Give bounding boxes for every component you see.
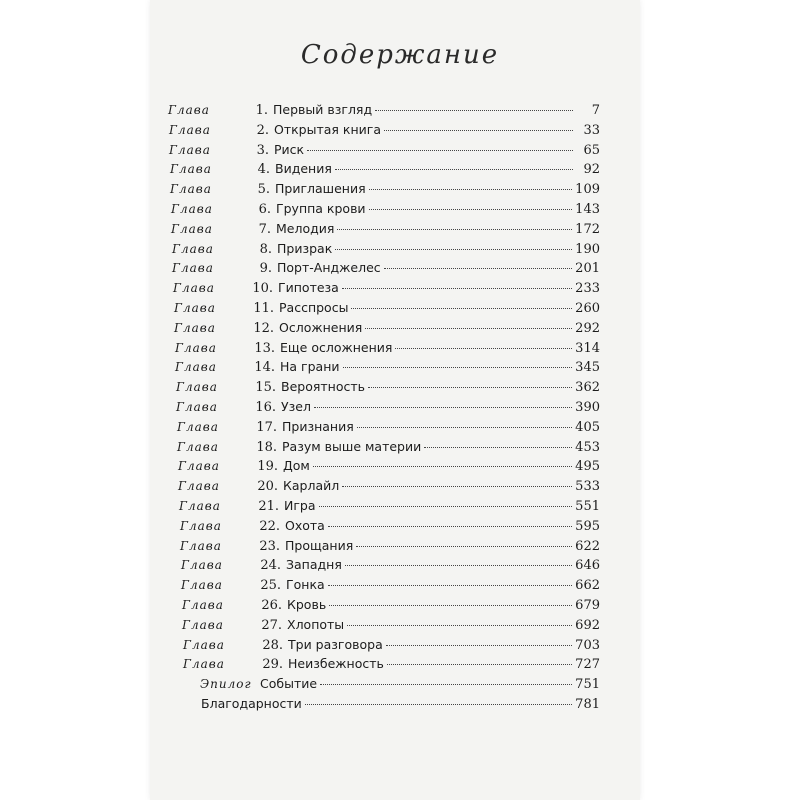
chapter-label: Глава xyxy=(178,479,220,494)
chapter-label: Глава xyxy=(170,162,212,177)
chapter-number: 11. xyxy=(253,301,274,316)
dot-leader xyxy=(345,564,572,566)
dot-leader xyxy=(335,248,572,250)
toc-row xyxy=(170,159,600,179)
dot-leader xyxy=(337,228,572,230)
page-number: 201 xyxy=(575,261,600,277)
chapter-label: Глава xyxy=(174,301,216,315)
chapter-number: 2. xyxy=(256,122,269,138)
toc-row xyxy=(174,318,600,338)
chapter-number: 16. xyxy=(255,400,276,415)
toc-row xyxy=(182,595,600,615)
chapter-label: Глава xyxy=(178,459,220,474)
chapter-number: 6. xyxy=(258,202,271,217)
chapter-title: Осложнения xyxy=(279,319,363,335)
chapter-label: Глава xyxy=(175,360,217,375)
chapter-label: Глава xyxy=(176,400,218,414)
page-number: 646 xyxy=(575,558,600,574)
dot-leader xyxy=(369,188,573,190)
chapter-title: Хлопоты xyxy=(287,616,345,632)
chapter-label: Глава xyxy=(181,558,223,573)
epilogue-label: Эпилог xyxy=(200,677,252,692)
page-number: 7 xyxy=(591,103,600,118)
toc-row xyxy=(174,298,600,318)
page-number: 622 xyxy=(575,538,600,554)
page-number: 692 xyxy=(575,617,600,633)
chapter-title: Кровь xyxy=(287,597,327,612)
chapter-number: 4. xyxy=(257,162,270,178)
dot-leader xyxy=(386,644,572,646)
chapter-number: 26. xyxy=(261,598,282,613)
chapter-title: Узел xyxy=(281,399,311,414)
chapter-title: Карлайл xyxy=(283,478,340,494)
toc-row xyxy=(168,100,600,120)
dot-leader xyxy=(395,347,572,349)
toc-row xyxy=(183,635,600,655)
chapter-title: Западня xyxy=(286,557,342,573)
chapter-label: Глава xyxy=(183,657,225,672)
dot-leader xyxy=(320,683,572,685)
dot-leader xyxy=(313,465,572,467)
page-title: Содержание xyxy=(300,40,500,70)
chapter-number: 28. xyxy=(262,637,283,653)
dot-leader xyxy=(368,386,572,388)
toc-row xyxy=(173,278,600,298)
dot-leader xyxy=(305,703,572,705)
toc-row xyxy=(172,239,600,259)
dot-leader xyxy=(424,446,572,448)
chapter-label: Глава xyxy=(169,142,211,157)
chapter-number: 20. xyxy=(257,479,278,495)
chapter-title: Гонка xyxy=(286,577,325,593)
chapter-title: Видения xyxy=(275,161,332,177)
chapter-title: Открытая книга xyxy=(274,121,381,137)
dot-leader xyxy=(387,663,572,665)
chapter-title: Охота xyxy=(285,517,325,533)
page-number: 703 xyxy=(575,637,600,653)
page-number: 190 xyxy=(575,241,600,257)
chapter-title: Группа крови xyxy=(276,201,366,216)
toc-row xyxy=(177,417,600,437)
chapter-label: Глава xyxy=(171,202,213,216)
toc-row xyxy=(180,516,600,536)
page-number: 751 xyxy=(575,677,600,693)
chapter-label: Глава xyxy=(182,617,224,632)
chapter-number: 12. xyxy=(253,320,274,336)
chapter-number: 23. xyxy=(259,538,280,554)
chapter-number: 8. xyxy=(259,241,272,257)
chapter-label: Глава xyxy=(173,281,215,296)
toc-row xyxy=(169,140,600,160)
chapter-title: Признания xyxy=(282,418,354,434)
page-number: 595 xyxy=(575,518,600,534)
dot-leader xyxy=(307,149,573,151)
page-number: 390 xyxy=(575,400,600,415)
chapter-title: Дом xyxy=(283,458,310,474)
page-number: 92 xyxy=(583,162,600,178)
toc-row xyxy=(183,654,600,674)
page-number: 172 xyxy=(575,221,600,237)
page-number: 345 xyxy=(575,360,600,376)
chapter-title: Призрак xyxy=(277,240,333,256)
toc-row xyxy=(182,615,600,635)
page-number: 781 xyxy=(575,697,600,712)
toc-row-acknowledgements xyxy=(201,694,600,714)
chapter-label: Глава xyxy=(174,320,216,335)
toc-row xyxy=(172,258,600,278)
page-number: 143 xyxy=(575,202,600,217)
chapter-label: Глава xyxy=(183,637,225,652)
dot-leader xyxy=(342,287,572,289)
chapter-number: 27. xyxy=(261,617,282,633)
toc-row xyxy=(181,575,600,595)
chapter-title: Игра xyxy=(284,498,316,513)
page-number: 362 xyxy=(575,380,600,396)
acknowledgements-title: Благодарности xyxy=(201,696,302,711)
page-number: 453 xyxy=(575,439,600,455)
chapter-label: Глава xyxy=(168,103,210,117)
toc-row xyxy=(171,199,600,219)
chapter-number: 17. xyxy=(256,419,277,435)
page-number: 33 xyxy=(583,122,600,138)
page-number: 314 xyxy=(575,340,600,356)
chapter-number: 7. xyxy=(258,221,271,237)
chapter-number: 13. xyxy=(254,340,275,356)
page-number: 65 xyxy=(583,142,600,158)
chapter-label: Глава xyxy=(180,538,222,553)
chapter-number: 24. xyxy=(260,558,281,574)
dot-leader xyxy=(335,168,573,170)
toc-row xyxy=(181,555,600,575)
page-number: 405 xyxy=(575,419,600,435)
chapter-label: Глава xyxy=(170,182,212,197)
chapter-title: Еще осложнения xyxy=(280,339,393,355)
dot-leader xyxy=(375,109,573,111)
dot-leader xyxy=(384,129,573,131)
page-number: 551 xyxy=(575,499,600,514)
dot-leader xyxy=(328,525,572,527)
toc-row xyxy=(176,397,600,417)
chapter-title: Вероятность xyxy=(281,379,365,395)
page-number: 292 xyxy=(575,320,600,336)
dot-leader xyxy=(328,584,573,586)
chapter-title: Разум выше материи xyxy=(282,438,422,454)
chapter-title: Порт-Анджелес xyxy=(277,260,381,276)
dot-leader xyxy=(314,406,572,408)
chapter-number: 21. xyxy=(258,499,279,514)
toc-row xyxy=(171,219,600,239)
dot-leader xyxy=(347,624,572,626)
toc-row xyxy=(176,377,600,397)
toc-row xyxy=(177,437,600,457)
page-number: 679 xyxy=(575,598,600,613)
chapter-number: 5. xyxy=(257,182,270,198)
chapter-number: 18. xyxy=(256,439,277,455)
chapter-number: 3. xyxy=(256,142,269,158)
page-number: 109 xyxy=(575,182,600,198)
chapter-label: Глава xyxy=(176,380,218,395)
chapter-number: 10. xyxy=(252,281,273,297)
chapter-title: Три разговора xyxy=(288,636,383,652)
chapter-title: Первый взгляд xyxy=(273,102,373,117)
chapter-label: Глава xyxy=(177,439,219,454)
chapter-number: 1. xyxy=(255,103,268,118)
page-number: 533 xyxy=(575,479,600,495)
chapter-label: Глава xyxy=(181,578,223,593)
dot-leader xyxy=(342,485,572,487)
chapter-number: 9. xyxy=(259,261,272,277)
toc-row xyxy=(169,120,600,140)
toc-row xyxy=(170,179,600,199)
chapter-label: Глава xyxy=(172,261,214,276)
chapter-label: Глава xyxy=(172,241,214,256)
dot-leader xyxy=(343,366,573,368)
chapter-title: Риск xyxy=(274,141,305,157)
dot-leader xyxy=(365,327,572,329)
chapter-title: На грани xyxy=(280,359,340,375)
toc-row xyxy=(175,338,600,358)
chapter-number: 22. xyxy=(259,518,280,534)
page-number: 662 xyxy=(575,578,600,594)
page-number: 233 xyxy=(575,281,600,297)
chapter-title: Гипотеза xyxy=(278,280,339,296)
dot-leader xyxy=(329,604,572,606)
dot-leader xyxy=(369,208,573,210)
dot-leader xyxy=(357,426,572,428)
chapter-label: Глава xyxy=(171,221,213,236)
epilogue-title: Событие xyxy=(260,676,318,692)
page-number: 495 xyxy=(575,459,600,475)
dot-leader xyxy=(351,307,572,309)
toc-row xyxy=(180,536,600,556)
chapter-number: 15. xyxy=(255,380,276,396)
toc-row xyxy=(175,357,600,377)
chapter-title: Расспросы xyxy=(279,300,349,315)
toc-row-epilogue xyxy=(200,674,600,694)
chapter-number: 29. xyxy=(262,657,283,673)
page-number: 727 xyxy=(575,657,600,673)
chapter-label: Глава xyxy=(169,122,211,137)
chapter-label: Глава xyxy=(182,598,224,612)
chapter-label: Глава xyxy=(180,518,222,533)
chapter-label: Глава xyxy=(177,419,219,434)
chapter-title: Неизбежность xyxy=(288,656,384,672)
chapter-title: Мелодия xyxy=(276,220,335,236)
chapter-label: Глава xyxy=(175,340,217,355)
chapter-number: 14. xyxy=(254,360,275,376)
toc-row xyxy=(178,456,600,476)
dot-leader xyxy=(384,267,573,269)
chapter-title: Прощания xyxy=(285,537,354,553)
toc-row xyxy=(178,476,600,496)
dot-leader xyxy=(356,545,572,547)
chapter-label: Глава xyxy=(179,499,221,513)
chapter-number: 19. xyxy=(257,459,278,475)
chapter-title: Приглашения xyxy=(275,181,366,197)
chapter-number: 25. xyxy=(260,578,281,594)
toc-row xyxy=(179,496,600,516)
page-number: 260 xyxy=(575,301,600,316)
dot-leader xyxy=(319,505,573,507)
